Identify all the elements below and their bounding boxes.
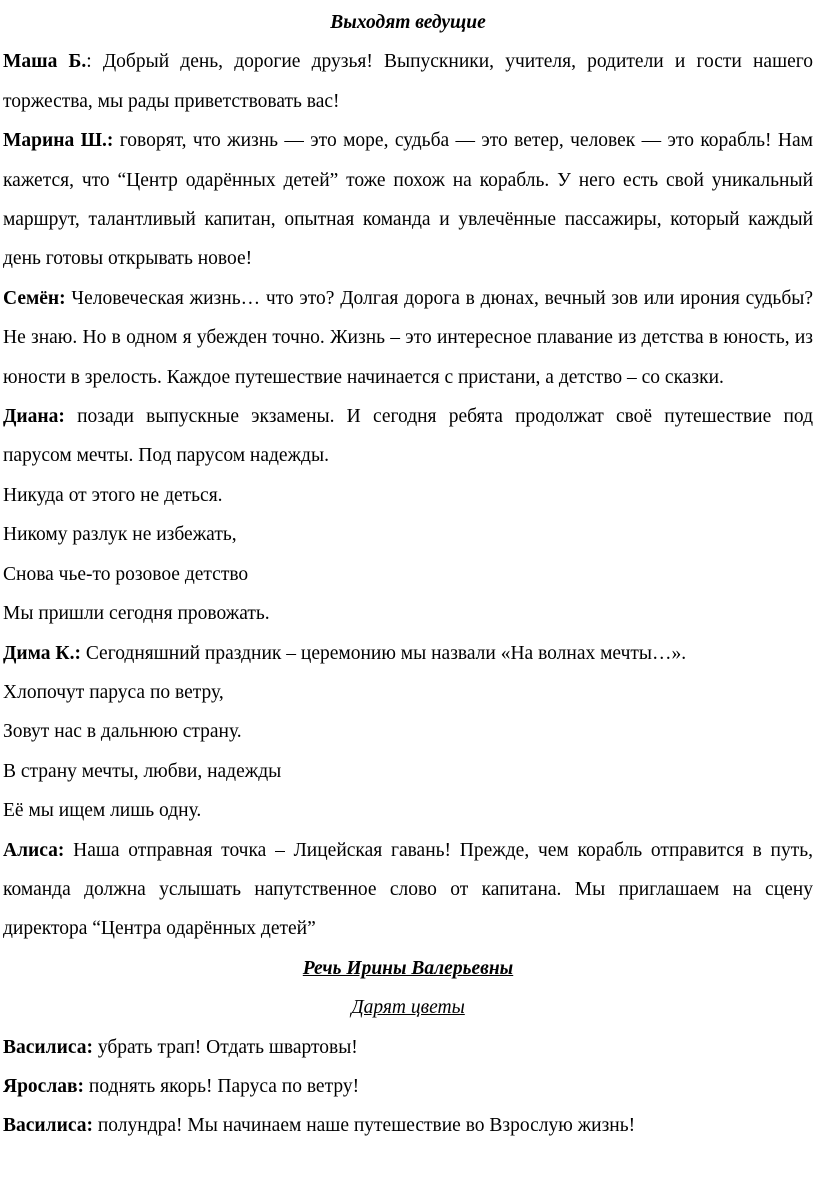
speech-heading [3, 949, 813, 988]
paragraph-vasilisa-2 [3, 1106, 813, 1145]
speaker-name: Ярослав: [3, 1075, 85, 1097]
poem-line-text: Никуда от этого не деться. [3, 484, 223, 506]
poem-line [3, 673, 813, 712]
poem-line [3, 791, 813, 830]
paragraph-text: позади выпускные экзамены. И сегодня ребята продолжат своё путешествие под парусом мечты. Под парусом надежды. [3, 406, 813, 467]
poem-line [3, 594, 813, 633]
paragraph-text: говорят, что жизнь — это море, судьба — это ветер, человек — это корабль! Нам кажется, что “Центр одарённых детей” тоже похож на корабль. У него есть свой уникальный маршрут, талантливый капитан, опытная команда и увлечённые пассажиры, который каждый день готовы открывать новое! [3, 130, 813, 270]
poem-line-text: Мы пришли сегодня провожать. [3, 603, 270, 625]
speaker-name: Маша Б. [3, 51, 87, 73]
section-heading [3, 3, 813, 42]
speaker-name: Василиса: [3, 1115, 93, 1137]
speaker-colon: : [86, 51, 92, 73]
poem-line [3, 476, 813, 515]
paragraph-text: убрать трап! Отдать швартовы! [92, 1036, 358, 1058]
speaker-name: Семён: [3, 287, 66, 309]
paragraph-text: Человеческая жизнь… что это? Долгая дорога в дюнах, вечный зов или ирония судьбы? Не знаю. Но в одном я убежден точно. Жизнь – это интересное плавание из детства в юность, из юности в зрелость. Каждое путешествие начинается с пристани, а детство – со сказки. [3, 287, 813, 388]
paragraph-alisa [3, 831, 813, 949]
paragraph-text: Добрый день, дорогие друзья! Выпускники, учителя, родители и гости нашего торжества, мы рады приветствовать вас! [3, 51, 813, 112]
paragraph-semyon [3, 279, 813, 397]
paragraph-yaroslav [3, 1067, 813, 1106]
speaker-name: Марина Ш.: [3, 130, 114, 152]
poem-line-text: Никому разлук не избежать, [3, 524, 237, 546]
speaker-name: Алиса: [3, 839, 65, 861]
poem-line-text: Её мы ищем лишь одну. [3, 800, 202, 822]
speaker-name: Дима К.: [3, 642, 81, 664]
poem-line [3, 515, 813, 554]
heading-text: Выходят ведущие [330, 12, 486, 33]
poem-line [3, 712, 813, 751]
stage-direction-text: Дарят цветы [351, 997, 465, 1019]
speech-heading-text: Речь Ирины Валерьевны [302, 957, 514, 979]
poem-line-text: В страну мечты, любви, надежды [3, 760, 282, 782]
paragraph-text: полундра! Мы начинаем наше путешествие во Взрослую жизнь! [92, 1115, 636, 1137]
poem-line [3, 555, 813, 594]
paragraph-vasilisa-1 [3, 1028, 813, 1067]
speaker-name: Диана: [3, 406, 65, 428]
poem-line-text: Зовут нас в дальнюю страну. [3, 721, 242, 743]
paragraph-text: Наша отправная точка – Лицейская гавань! Прежде, чем корабль отправится в путь, команда должна услышать напутственное слово от капитана. Мы приглашаем на сцену директора “Центра одарённых детей” [3, 839, 813, 940]
poem-line [3, 752, 813, 791]
stage-direction [3, 988, 813, 1027]
paragraph-masha [3, 42, 813, 121]
poem-line-text: Снова чье-то розовое детство [3, 563, 249, 585]
paragraph-text: Сегодняшний праздник – церемонию мы назвали «На волнах мечты…». [80, 642, 687, 664]
paragraph-marina [3, 121, 813, 279]
paragraph-text: поднять якорь! Паруса по ветру! [84, 1075, 360, 1097]
speaker-name: Василиса: [3, 1036, 93, 1058]
paragraph-dima [3, 634, 813, 673]
poem-line-text: Хлопочут паруса по ветру, [3, 681, 224, 703]
paragraph-diana [3, 397, 813, 476]
